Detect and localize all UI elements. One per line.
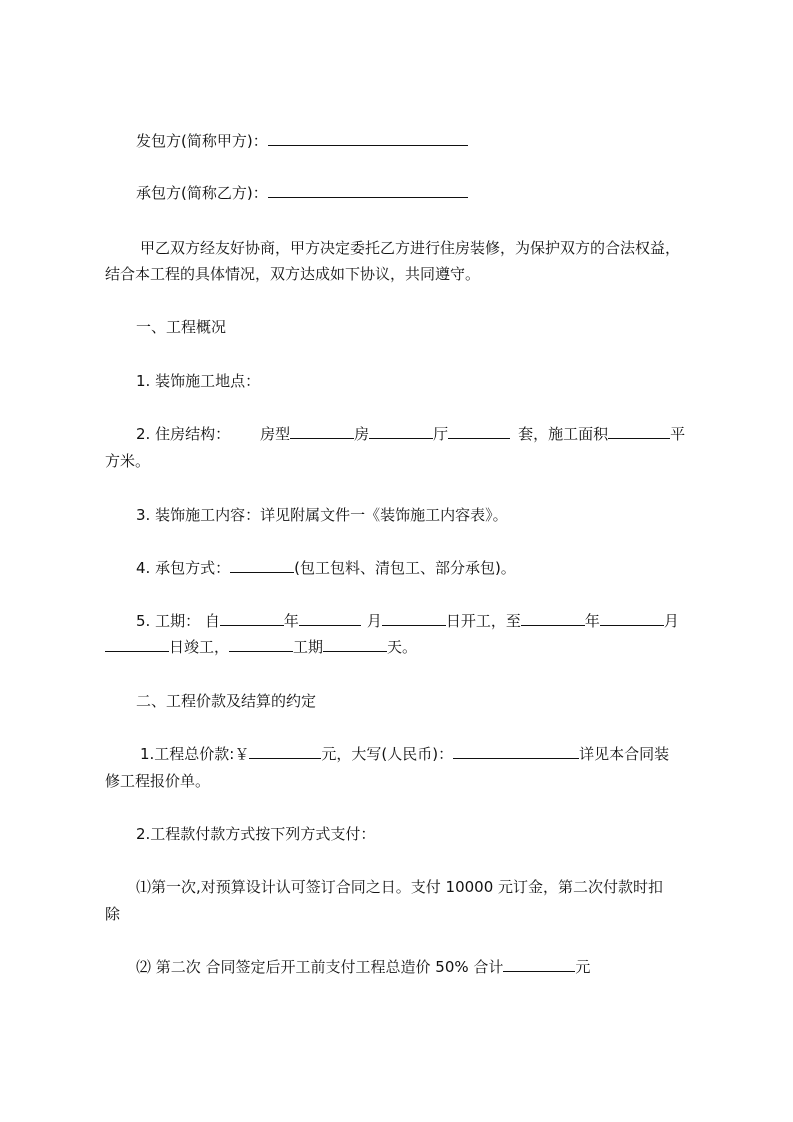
construction-content-item: 3. 装饰施工内容：详见附属文件一《装饰施工内容表》。: [136, 506, 508, 524]
schedule-label: 5. 工期： 自: [136, 612, 220, 630]
house-type-label: 房型: [260, 425, 291, 443]
start-day-blank: [382, 611, 446, 626]
days-blank: [323, 637, 387, 652]
payment-method-item: 2.工程款付款方式按下列方式支付：: [136, 825, 376, 843]
total-price-blank: [249, 744, 321, 759]
period-blank: [229, 637, 293, 652]
start-month-label: 月: [366, 612, 382, 630]
schedule-item: [136, 611, 679, 631]
section2-heading: 二、工程价款及结算的约定: [136, 692, 317, 710]
payment-2-blank: [503, 957, 575, 972]
section1-heading: 一、工程概况: [136, 318, 227, 336]
contract-method-options: (包工包料、清包工、部分承包)。: [294, 559, 516, 577]
total-price-cont: 修工程报价单。: [105, 772, 211, 790]
housing-structure-item: [136, 424, 685, 444]
house-type-blank: [290, 424, 354, 439]
end-day-blank: [105, 637, 169, 652]
end-year-blank: [521, 611, 585, 626]
total-price-words-blank: [453, 744, 579, 759]
party-b-blank: [268, 183, 468, 198]
payment-1-item: ⑴第一次,对预算设计认可签订合同之日。支付 10000 元订金，第二次付款时扣: [136, 878, 664, 896]
site-location-item: 1. 装饰施工地点：: [136, 372, 261, 390]
days-label: 天。: [387, 638, 418, 656]
housing-structure-label: 2. 住房结构：: [136, 425, 231, 443]
end-label: 日竣工，: [169, 638, 230, 656]
payment-2-yuan: 元: [575, 958, 591, 976]
party-a-blank: [268, 131, 468, 146]
party-a-line: [136, 131, 468, 151]
payment-2-item: [136, 957, 590, 977]
total-price-detail: 详见本合同装: [579, 745, 670, 763]
end-month-blank: [600, 611, 664, 626]
party-b-label: 承包方(简称乙方)：: [136, 184, 268, 202]
party-b-line: [136, 183, 468, 203]
schedule-cont: [105, 637, 417, 657]
set-area-label: 套，施工面积: [518, 425, 609, 443]
ping-label: 平: [670, 425, 686, 443]
end-month-label: 月: [663, 612, 679, 630]
period-label: 工期: [293, 638, 324, 656]
area-blank: [608, 424, 670, 439]
hall-label: 厅: [433, 425, 449, 443]
start-label: 日开工，至: [445, 612, 521, 630]
start-month-blank: [299, 611, 361, 626]
start-year-label: 年: [283, 612, 299, 630]
intro-line-1: 甲乙双方经友好协商，甲方决定委托乙方进行住房装修，为保护双方的合法权益，: [140, 239, 681, 257]
total-price-yuan: 元，大写(人民币)：: [321, 745, 454, 763]
intro-line-2: 结合本工程的具体情况，双方达成如下协议，共同遵守。: [105, 265, 481, 283]
contract-method-label: 4. 承包方式：: [136, 559, 231, 577]
room-label: 房: [354, 425, 370, 443]
hall-blank: [448, 424, 510, 439]
payment-2-text: ⑵ 第二次 合同签定后开工前支付工程总造价 50% 合计: [136, 958, 504, 976]
contract-method-item: [136, 558, 516, 578]
contract-method-blank: [230, 558, 294, 573]
start-year-blank: [220, 611, 284, 626]
room-blank: [369, 424, 433, 439]
party-a-label: 发包方(简称甲方)：: [136, 132, 268, 150]
payment-1-cont: 除: [105, 905, 121, 923]
total-price-item: [140, 744, 669, 764]
end-year-label: 年: [584, 612, 600, 630]
total-price-label: 1.工程总价款:￥: [140, 745, 250, 763]
housing-structure-cont: 方米。: [105, 452, 151, 470]
